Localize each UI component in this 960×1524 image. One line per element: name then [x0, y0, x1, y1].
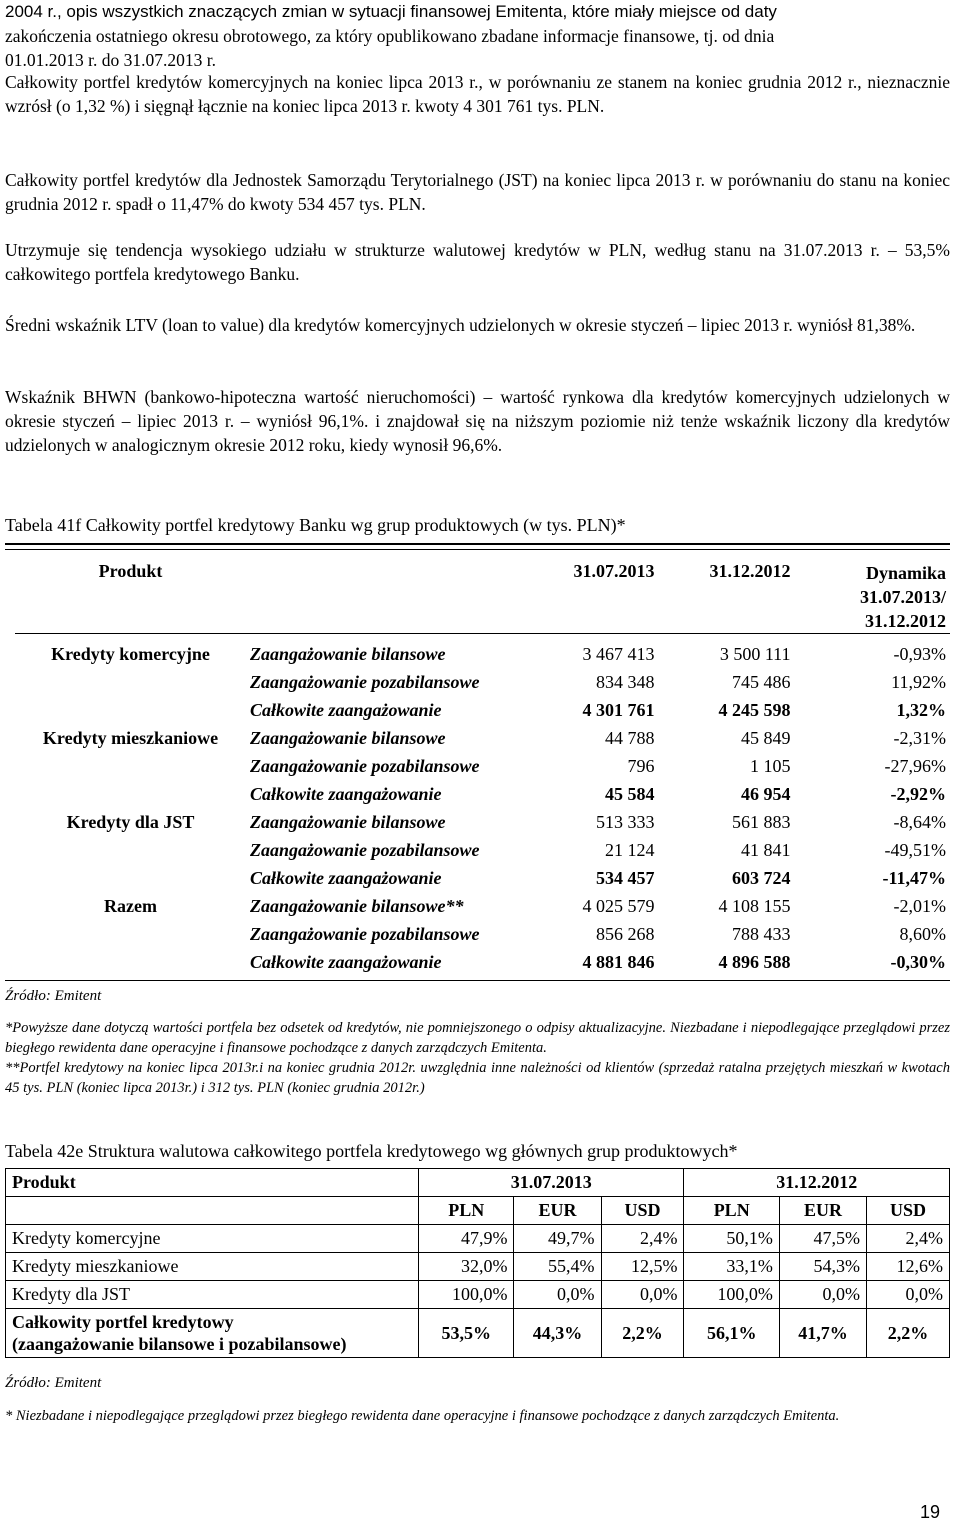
share-value: 0,0% — [867, 1281, 950, 1309]
currency-header: PLN — [419, 1197, 514, 1225]
table-row — [15, 808, 950, 836]
share-value: 12,5% — [601, 1253, 684, 1281]
table-row — [15, 724, 950, 752]
group-label: Kredyty komercyjne — [51, 643, 210, 664]
exposure-type: Całkowite zaangażowanie — [250, 783, 442, 804]
exposure-type: Zaangażowanie pozabilansowe — [250, 923, 480, 944]
table-row — [15, 668, 950, 696]
group-label: Kredyty dla JST — [66, 811, 195, 832]
value-2013: 796 — [627, 755, 655, 776]
group-label — [15, 864, 246, 892]
value-2013: 534 457 — [595, 867, 655, 888]
value-2012: 41 841 — [741, 839, 791, 860]
value-2012: 46 954 — [741, 783, 791, 804]
group-label — [15, 752, 246, 780]
table-41f-note-2: **Portfel kredytowy na koniec lipca 2013r.i na koniec grudnia 2012r. uwzględnia inne należności od klientów (sprzedaż ratalna przejętych mieszkań w kwotach 45 tys. PLN (koniec lipca 2013r.) i 312 tys. PLN (koniec grudnia 2012r.) — [5, 1060, 950, 1096]
currency-header: USD — [867, 1197, 950, 1225]
share-value: 100,0% — [684, 1281, 779, 1309]
header-date-2: 31.12.2012 — [684, 1169, 950, 1197]
dynamics-value: -49,51% — [884, 839, 946, 860]
exposure-type: Zaangażowanie pozabilansowe — [250, 755, 480, 776]
group-label: Kredyty mieszkaniowe — [42, 727, 219, 748]
dynamics-value: -27,96% — [884, 755, 946, 776]
page-number: 19 — [919, 1502, 940, 1522]
value-2012: 788 433 — [732, 923, 791, 944]
table-42e-caption: Tabela 42e Struktura walutowa całkowitego portfela kredytowego wg głównych grup produktowych* — [5, 1141, 738, 1161]
share-value: 12,6% — [867, 1253, 950, 1281]
exposure-type: Zaangażowanie bilansowe — [250, 727, 446, 748]
share-value: 2,4% — [867, 1225, 950, 1253]
table-41f-top-rule — [5, 543, 950, 545]
value-2013: 856 268 — [595, 923, 655, 944]
value-2013: 4 881 846 — [582, 951, 655, 972]
currency-structure-paragraph: Utrzymuje się tendencja wysokiego udziału w strukturze walutowej kredytów w PLN, według stanu na 31.07.2013 r. – 53,5% całkowitego portfela kredytowego Banku. — [5, 240, 950, 284]
group-label: Razem — [104, 895, 157, 916]
dynamics-value: -8,64% — [893, 811, 946, 832]
intro-line-2: zakończenia ostatniego okresu obrotowego, za który opublikowano zbadane informacje finansowe, tj. od dnia — [5, 26, 775, 46]
share-value: 50,1% — [684, 1225, 779, 1253]
dynamics-value: -2,31% — [893, 727, 946, 748]
currency-header: USD — [601, 1197, 684, 1225]
dynamics-value: 11,92% — [891, 671, 946, 692]
value-2013: 4 025 579 — [582, 895, 655, 916]
total-value: 53,5% — [419, 1309, 514, 1358]
table-row — [6, 1253, 950, 1281]
total-value: 2,2% — [601, 1309, 684, 1358]
intro-line-3: 01.01.2013 r. do 31.07.2013 r. — [5, 50, 216, 70]
table-42e-source: Źródło: Emitent — [5, 1375, 102, 1391]
exposure-type: Całkowite zaangażowanie — [250, 867, 442, 888]
share-value: 54,3% — [779, 1253, 866, 1281]
total-label: Całkowity portfel kredytowy (zaangażowanie bilansowe i pozabilansowe) — [6, 1309, 419, 1358]
exposure-type: Zaangażowanie bilansowe — [250, 643, 446, 664]
value-2013: 44 788 — [604, 727, 655, 748]
table-row — [15, 948, 950, 976]
share-value: 32,0% — [419, 1253, 514, 1281]
table-41f-header-row — [15, 555, 950, 634]
share-value: 47,9% — [419, 1225, 514, 1253]
group-label — [15, 780, 246, 808]
table-42e-currency-row — [6, 1197, 950, 1225]
group-label — [15, 696, 246, 724]
exposure-type: Zaangażowanie pozabilansowe — [250, 839, 480, 860]
share-value: 47,5% — [779, 1225, 866, 1253]
group-label — [15, 668, 246, 696]
jst-portfolio-paragraph: Całkowity portfel kredytów dla Jednostek Samorządu Terytorialnego (JST) na koniec lipca 2013 r. w porównaniu do stanu na koniec grudnia 2012 r. spadł o 11,47% do kwoty 534 457 tys. PLN. — [5, 170, 950, 214]
table-41f — [15, 555, 950, 976]
intro-paragraph — [5, 0, 777, 72]
table-42e-note: * Niezbadane i niepodlegające przeglądowi przez biegłego rewidenta dane operacyjne i finansowe pochodzące z danych zarządczych Emitenta. — [5, 1408, 840, 1424]
table-row — [15, 836, 950, 864]
table-row — [15, 696, 950, 724]
table-42e-header-row — [6, 1169, 950, 1197]
share-value: 0,0% — [601, 1281, 684, 1309]
share-value: 33,1% — [684, 1253, 779, 1281]
value-2013: 45 584 — [604, 783, 655, 804]
row-label: Kredyty mieszkaniowe — [6, 1253, 419, 1281]
share-value: 49,7% — [514, 1225, 601, 1253]
table-row — [15, 640, 950, 668]
value-2013: 4 301 761 — [582, 699, 655, 720]
header-date-1: 31.07.2013 — [419, 1169, 684, 1197]
total-value: 2,2% — [867, 1309, 950, 1358]
value-2013: 834 348 — [595, 671, 655, 692]
value-2012: 561 883 — [732, 811, 791, 832]
share-value: 0,0% — [514, 1281, 601, 1309]
ltv-paragraph: Średni wskaźnik LTV (loan to value) dla kredytów komercyjnych udzielonych w okresie styczeń – lipiec 2013 r. wyniósł 81,38%. — [5, 315, 916, 335]
dynamics-value: -2,92% — [890, 783, 946, 804]
total-value: 56,1% — [684, 1309, 779, 1358]
table-42e — [5, 1168, 950, 1358]
dynamics-value: -0,93% — [893, 643, 946, 664]
bhwn-paragraph: Wskaźnik BHWN (bankowo-hipoteczna wartość nieruchomości) – wartość rynkowa dla kredytów komercyjnych udzielonych w okresie styczeń – lipiec 2013 r. – wyniósł 96,1%. i znajdował się na niższym poziomie niż tenże wskaźnik liczony dla kredytów udzielonych w analogicznym okresie 2012 roku, kiedy wynosił 96,6%. — [5, 387, 950, 455]
value-2012: 45 849 — [741, 727, 791, 748]
header-product: Produkt — [6, 1169, 419, 1197]
table-41f-caption: Tabela 41f Całkowity portfel kredytowy Banku wg grup produktowych (w tys. PLN)* — [5, 515, 626, 535]
table-41f-top-rule-2 — [5, 549, 950, 550]
value-2012: 4 245 598 — [718, 699, 791, 720]
table-41f-source: Źródło: Emitent — [5, 988, 102, 1004]
dynamics-value: 8,60% — [899, 923, 946, 944]
total-value: 41,7% — [779, 1309, 866, 1358]
table-41f-note-1: *Powyższe dane dotyczą wartości portfela bez odsetek od kredytów, nie pomniejszonego o odpisy aktualizacyjne. Niezbadane i niepodlegające przeglądowi przez biegłego rewidenta dane operacyjne i finansowe pochodzące z danych zarządczych Emitenta. — [5, 1020, 950, 1056]
table-row — [6, 1225, 950, 1253]
table-41f-bottom-rule — [5, 980, 950, 981]
table-row — [15, 780, 950, 808]
value-2013: 513 333 — [595, 811, 655, 832]
table-42e-total-row — [6, 1309, 950, 1358]
group-label — [15, 836, 246, 864]
intro-line-1: 2004 r., opis wszystkich znaczących zmian w sytuacji finansowej Emitenta, które miały miejsce od daty — [5, 2, 777, 21]
value-2012: 4 108 155 — [718, 895, 791, 916]
table-row — [15, 892, 950, 920]
exposure-type: Całkowite zaangażowanie — [250, 951, 442, 972]
dynamics-value: -11,47% — [882, 867, 946, 888]
dynamics-value: -0,30% — [890, 951, 946, 972]
value-2012: 745 486 — [732, 671, 791, 692]
value-2012: 603 724 — [732, 867, 791, 888]
currency-header: EUR — [514, 1197, 601, 1225]
currency-header: EUR — [779, 1197, 866, 1225]
group-label — [15, 948, 246, 976]
table-row — [15, 864, 950, 892]
exposure-type: Zaangażowanie bilansowe** — [250, 895, 464, 916]
header-date-1: 31.07.2013 — [573, 561, 655, 581]
currency-header: PLN — [684, 1197, 779, 1225]
exposure-type: Zaangażowanie pozabilansowe — [250, 671, 480, 692]
exposure-type: Całkowite zaangażowanie — [250, 699, 442, 720]
value-2012: 3 500 111 — [719, 643, 791, 664]
dynamics-value: -2,01% — [893, 895, 946, 916]
table-row — [6, 1281, 950, 1309]
dynamics-value: 1,32% — [896, 699, 946, 720]
header-dynamics: Dynamika 31.07.2013/ 31.12.2012 — [859, 563, 946, 631]
row-label: Kredyty dla JST — [6, 1281, 419, 1309]
value-2013: 3 467 413 — [582, 643, 655, 664]
value-2012: 4 896 588 — [718, 951, 791, 972]
exposure-type: Zaangażowanie bilansowe — [250, 811, 446, 832]
table-row — [15, 752, 950, 780]
table-row — [15, 920, 950, 948]
row-label: Kredyty komercyjne — [6, 1225, 419, 1253]
value-2013: 21 124 — [604, 839, 655, 860]
share-value: 55,4% — [514, 1253, 601, 1281]
value-2012: 1 105 — [750, 755, 791, 776]
share-value: 100,0% — [419, 1281, 514, 1309]
total-value: 44,3% — [514, 1309, 601, 1358]
share-value: 0,0% — [779, 1281, 866, 1309]
share-value: 2,4% — [601, 1225, 684, 1253]
header-date-2: 31.12.2012 — [709, 561, 791, 581]
group-label — [15, 920, 246, 948]
commercial-portfolio-paragraph: Całkowity portfel kredytów komercyjnych na koniec lipca 2013 r., w porównaniu ze stanem na koniec grudnia 2012 r., nieznacznie wzrósł (o 1,32 %) i sięgnął łącznie na koniec lipca 2013 r. kwoty 4 301 761 tys. PLN. — [5, 72, 950, 116]
header-product: Produkt — [98, 561, 163, 581]
